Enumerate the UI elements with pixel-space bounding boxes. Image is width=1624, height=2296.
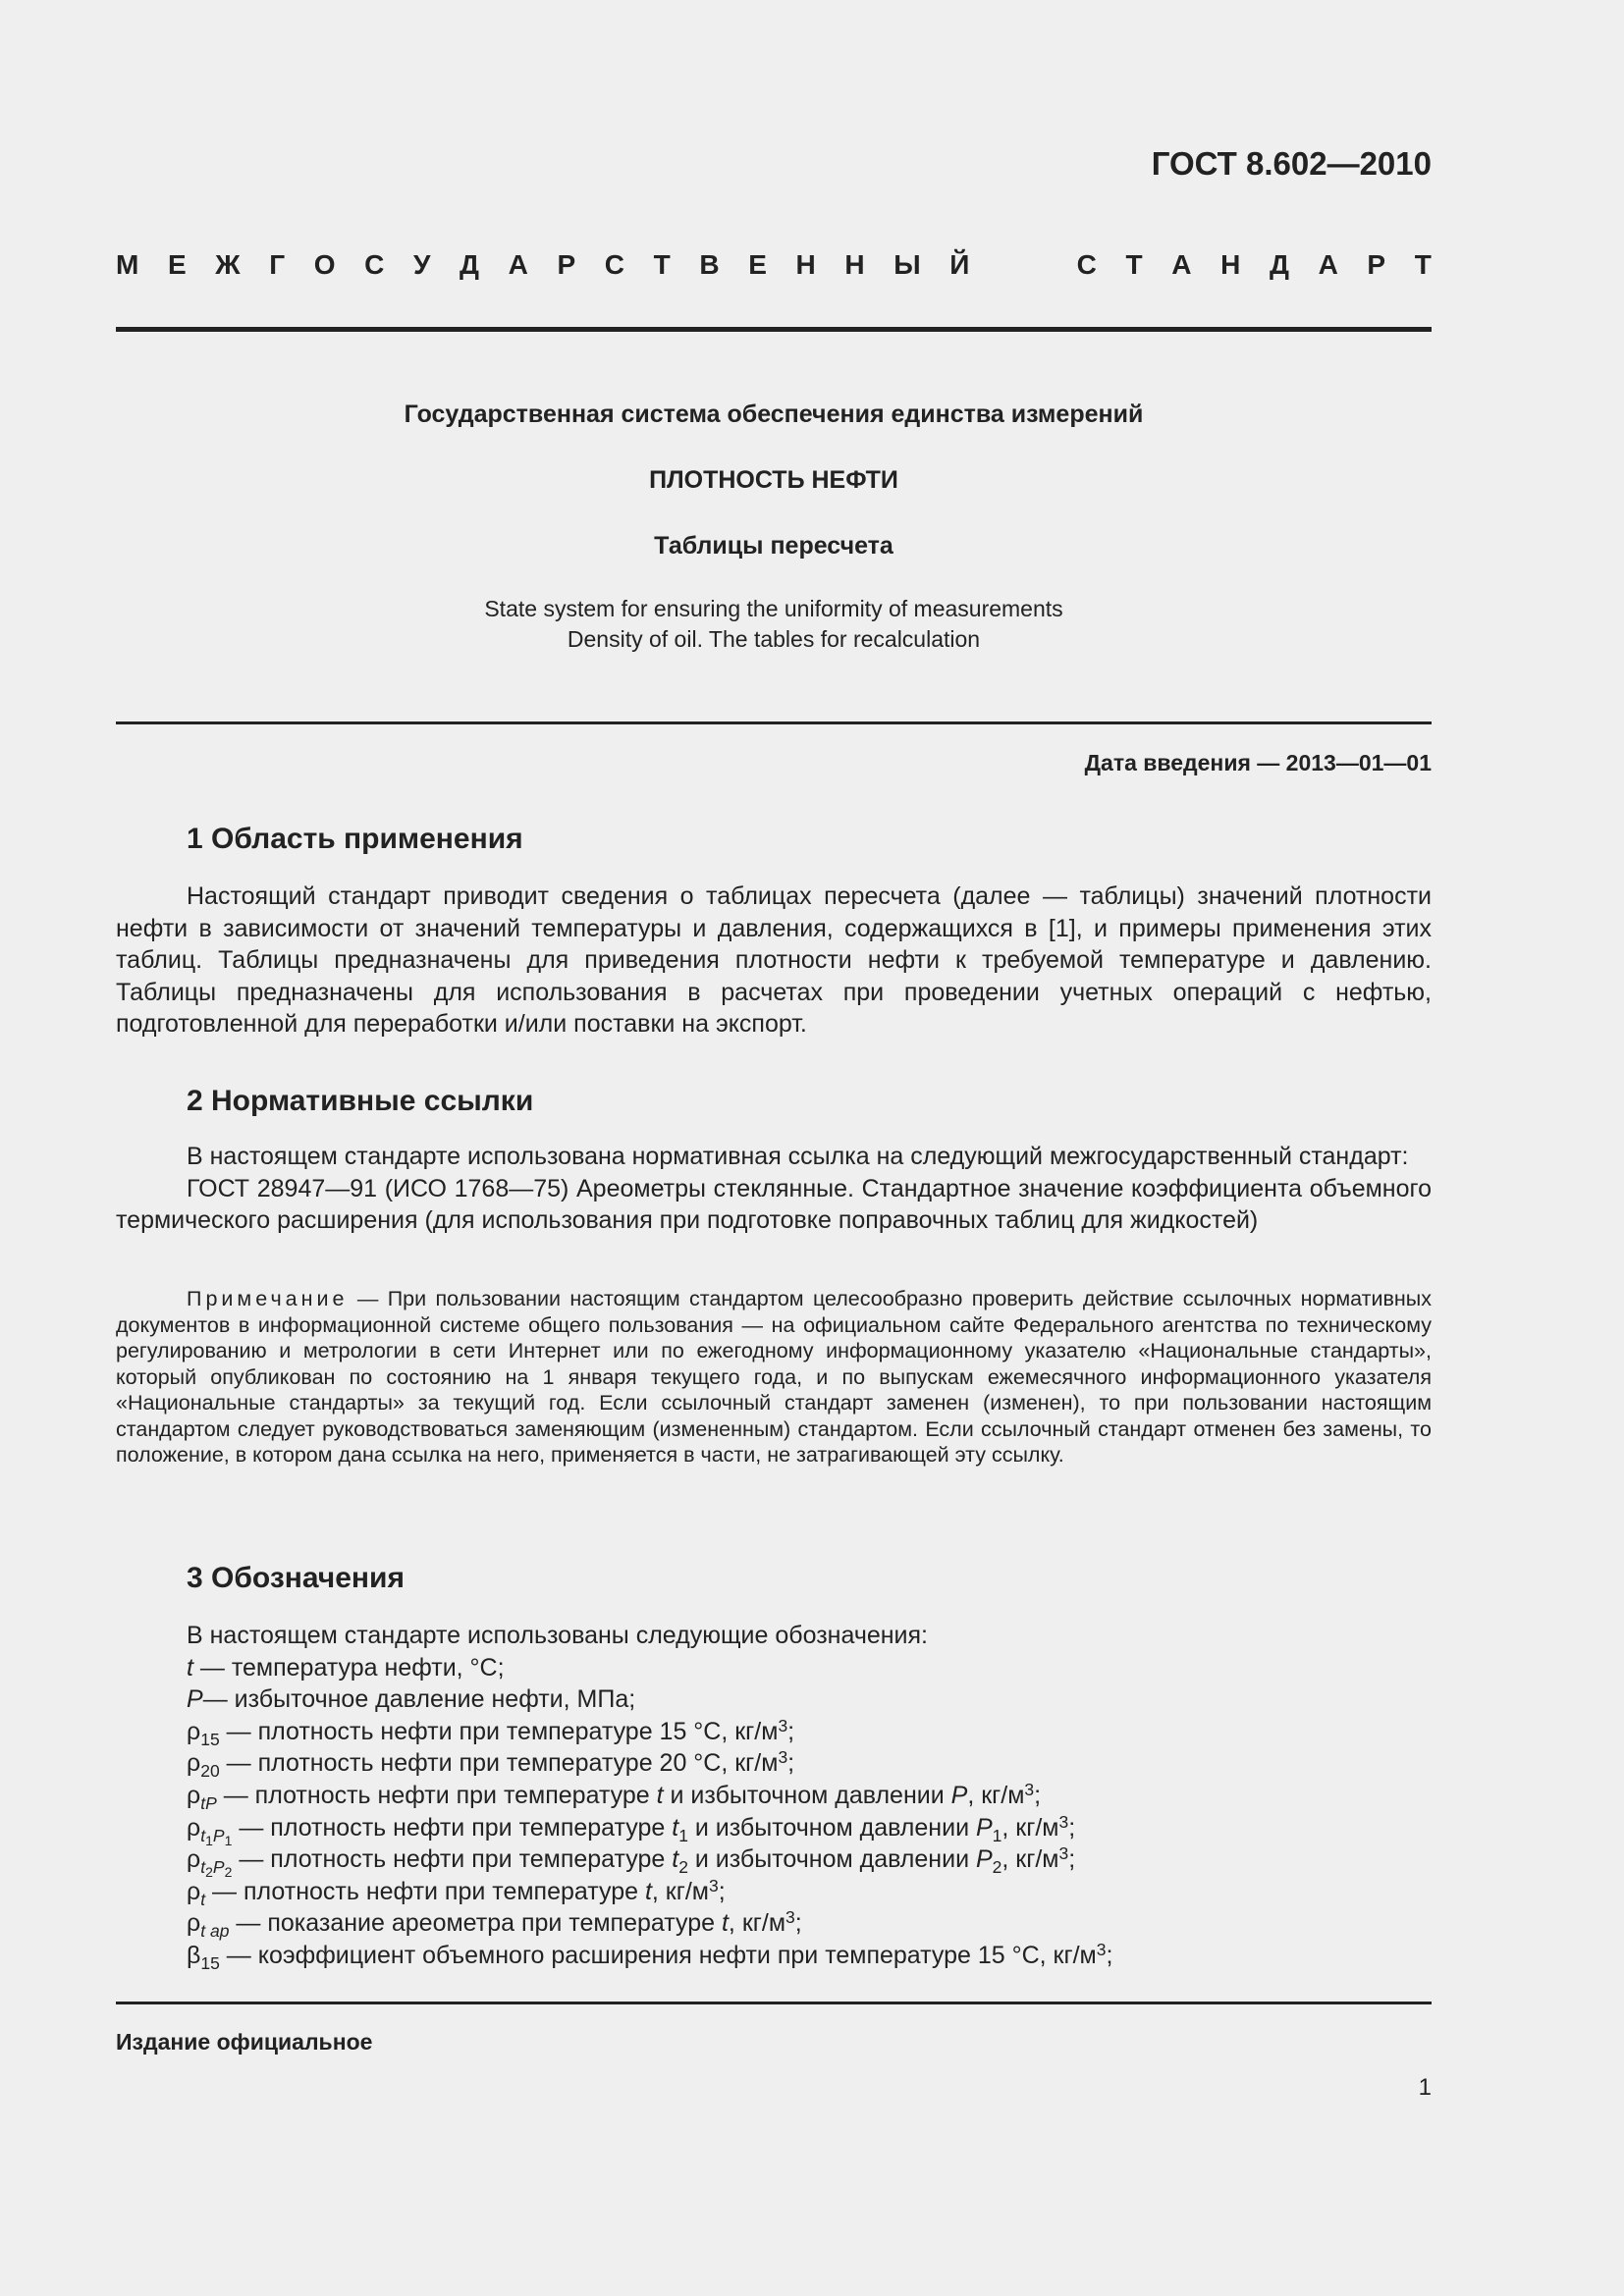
banner-letter: Ж — [215, 249, 241, 280]
english-title-line-2: Density of oil. The tables for recalculation — [567, 626, 981, 652]
note-text: — При пользовании настоящим стандартом целесообразно проверить действие ссылочных нормативных документов в информационной системе общего пользования — на официальном сайте Федерального агентства по техническому регулированию и метрологии в сети Интернет или по ежегодному информационному указателю «Национальные стандарты», который опубликован по состоянию на 1 января текущего года, и по выпускам ежемесячного информационного указателя «Национальные стандарты» за текущий год. Если ссылочный стандарт заменен (изменен), то при пользовании настоящим стандартом следует руководствоваться заменяющим (измененным) стандартом. Если ссылочный стандарт отменен без замены, то положение, в котором дана ссылка на него, применяется в части, не затрагивающей эту ссылку. — [116, 1287, 1432, 1467]
interstate-standard-banner — [116, 249, 1432, 281]
banner-letter: Е — [167, 249, 187, 280]
banner-letter: Н — [1220, 249, 1241, 280]
symbol-row-rho-t: $\rho_t$ — плотность нефти при температуре t, $кг/м^3$; — [187, 1875, 726, 1909]
official-edition-label: Издание официальное — [116, 2029, 373, 2055]
banner-letter: В — [699, 249, 720, 280]
banner-letter: А — [1171, 249, 1192, 280]
banner-letter: Р — [557, 249, 576, 280]
banner-letter: О — [313, 249, 336, 280]
symbol-row-rho20: $\rho_{20}$ — плотность нефти при температуре 20 °С, $кг/м^3$; — [187, 1747, 795, 1782]
footer-rule — [116, 2002, 1432, 2004]
system-title: Государственная система обеспечения единства измерений — [404, 400, 1144, 428]
banner-letter: С — [604, 249, 624, 280]
section-1-heading: 1 Область применения — [187, 823, 523, 855]
banner-letter: А — [508, 249, 528, 280]
banner-letter: С — [1076, 249, 1097, 280]
banner-letter: Д — [460, 249, 479, 280]
symbols-list — [187, 1620, 1432, 1972]
section-2-text — [116, 1141, 1432, 1237]
section-3-heading: 3 Обозначения — [187, 1562, 405, 1594]
symbol-row-rho-tar: $\rho_{t ар}$ — показание ареометра при температуре t, $кг/м^3$; — [187, 1907, 802, 1942]
banner-letter: Н — [795, 249, 816, 280]
symbol-row-rho-tp: $\rho_{tP}$ — плотность нефти при температуре t и избыточном давлении P, $кг/м^3$; — [187, 1779, 1042, 1813]
banner-letter: Т — [653, 249, 671, 280]
symbol-row-p: P— избыточное давление нефти, МПа; — [187, 1685, 636, 1714]
banner-letter: Р — [1367, 249, 1386, 280]
banner-letter: Й — [949, 249, 970, 280]
banner-letter: С — [364, 249, 385, 280]
page-number: 1 — [1418, 2074, 1432, 2101]
header-rule — [116, 327, 1432, 332]
section-2-paragraph-1: В настоящем стандарте использована нормативная ссылка на следующий межгосударственный стандарт: — [187, 1143, 1409, 1170]
introduction-date: Дата введения — 2013—01—01 — [1084, 750, 1432, 775]
note-label: Примечание — [187, 1287, 349, 1310]
symbol-row-rho15: $\rho_{15}$ — плотность нефти при температуре 15 °С, $кг/м^3$; — [187, 1715, 795, 1749]
banner-letter: М — [116, 249, 139, 280]
section-2-note — [116, 1286, 1432, 1468]
banner-letter: Д — [1269, 249, 1289, 280]
main-title: ПЛОТНОСТЬ НЕФТИ — [649, 466, 898, 494]
english-title-line-1: State system for ensuring the uniformity of measurements — [484, 596, 1063, 621]
section-2-paragraph-2: ГОСТ 28947—91 (ИСО 1768—75) Ареометры стеклянные. Стандартное значение коэффициента объемного термического расширения (для использования при подготовке поправочных таблиц для жидкостей) — [116, 1174, 1432, 1235]
banner-letter: А — [1318, 249, 1338, 280]
banner-letter: Е — [748, 249, 767, 280]
symbols-intro: В настоящем стандарте использованы следующие обозначения: — [187, 1622, 929, 1649]
standard-designation: ГОСТ 8.602—2010 — [1151, 145, 1432, 182]
symbol-row-beta15: $\beta_{15}$ — коэффициент объемного расширения нефти при температуре 15 °С, $кг/м^3$; — [187, 1939, 1113, 1973]
section-2-heading: 2 Нормативные ссылки — [187, 1085, 534, 1117]
symbol-row-t: t — температура нефти, °С; — [187, 1653, 505, 1682]
banner-letter: Ы — [893, 249, 921, 280]
document-page — [116, 0, 1432, 2296]
section-1-text — [116, 881, 1432, 1041]
banner-letter: Н — [844, 249, 865, 280]
section-1-paragraph: Настоящий стандарт приводит сведения о таблицах пересчета (далее — таблицы) значений плотности нефти в зависимости от значений температуры и давления, содержащихся в [1], и примеры применения этих таблиц. Таблицы предназначены для приведения плотности нефти к требуемой температуре и давлению. Таблицы предназначены для использования в расчетах при проведении учетных операций с нефтью, подготовленной для переработки и/или поставки на экспорт. — [116, 882, 1432, 1039]
banner-letter: Т — [1414, 249, 1432, 280]
banner-letter: Т — [1125, 249, 1143, 280]
symbol-row-rho-t1p1: $\rho_{t_1P_1}$ — плотность нефти при температуре $t_1$ и избыточном давлении $P_1$, $кг/м^3$; — [187, 1811, 1076, 1848]
english-title — [116, 594, 1432, 655]
symbol-row-rho-t2p2: $\rho_{t_2P_2}$ — плотность нефти при температуре $t_2$ и избыточном давлении $P_2$, $кг/м^3$; — [187, 1843, 1076, 1881]
banner-letter: У — [412, 249, 431, 280]
subtitle: Таблицы пересчета — [654, 532, 893, 560]
banner-letter: Г — [269, 249, 286, 280]
title-rule — [116, 721, 1432, 724]
